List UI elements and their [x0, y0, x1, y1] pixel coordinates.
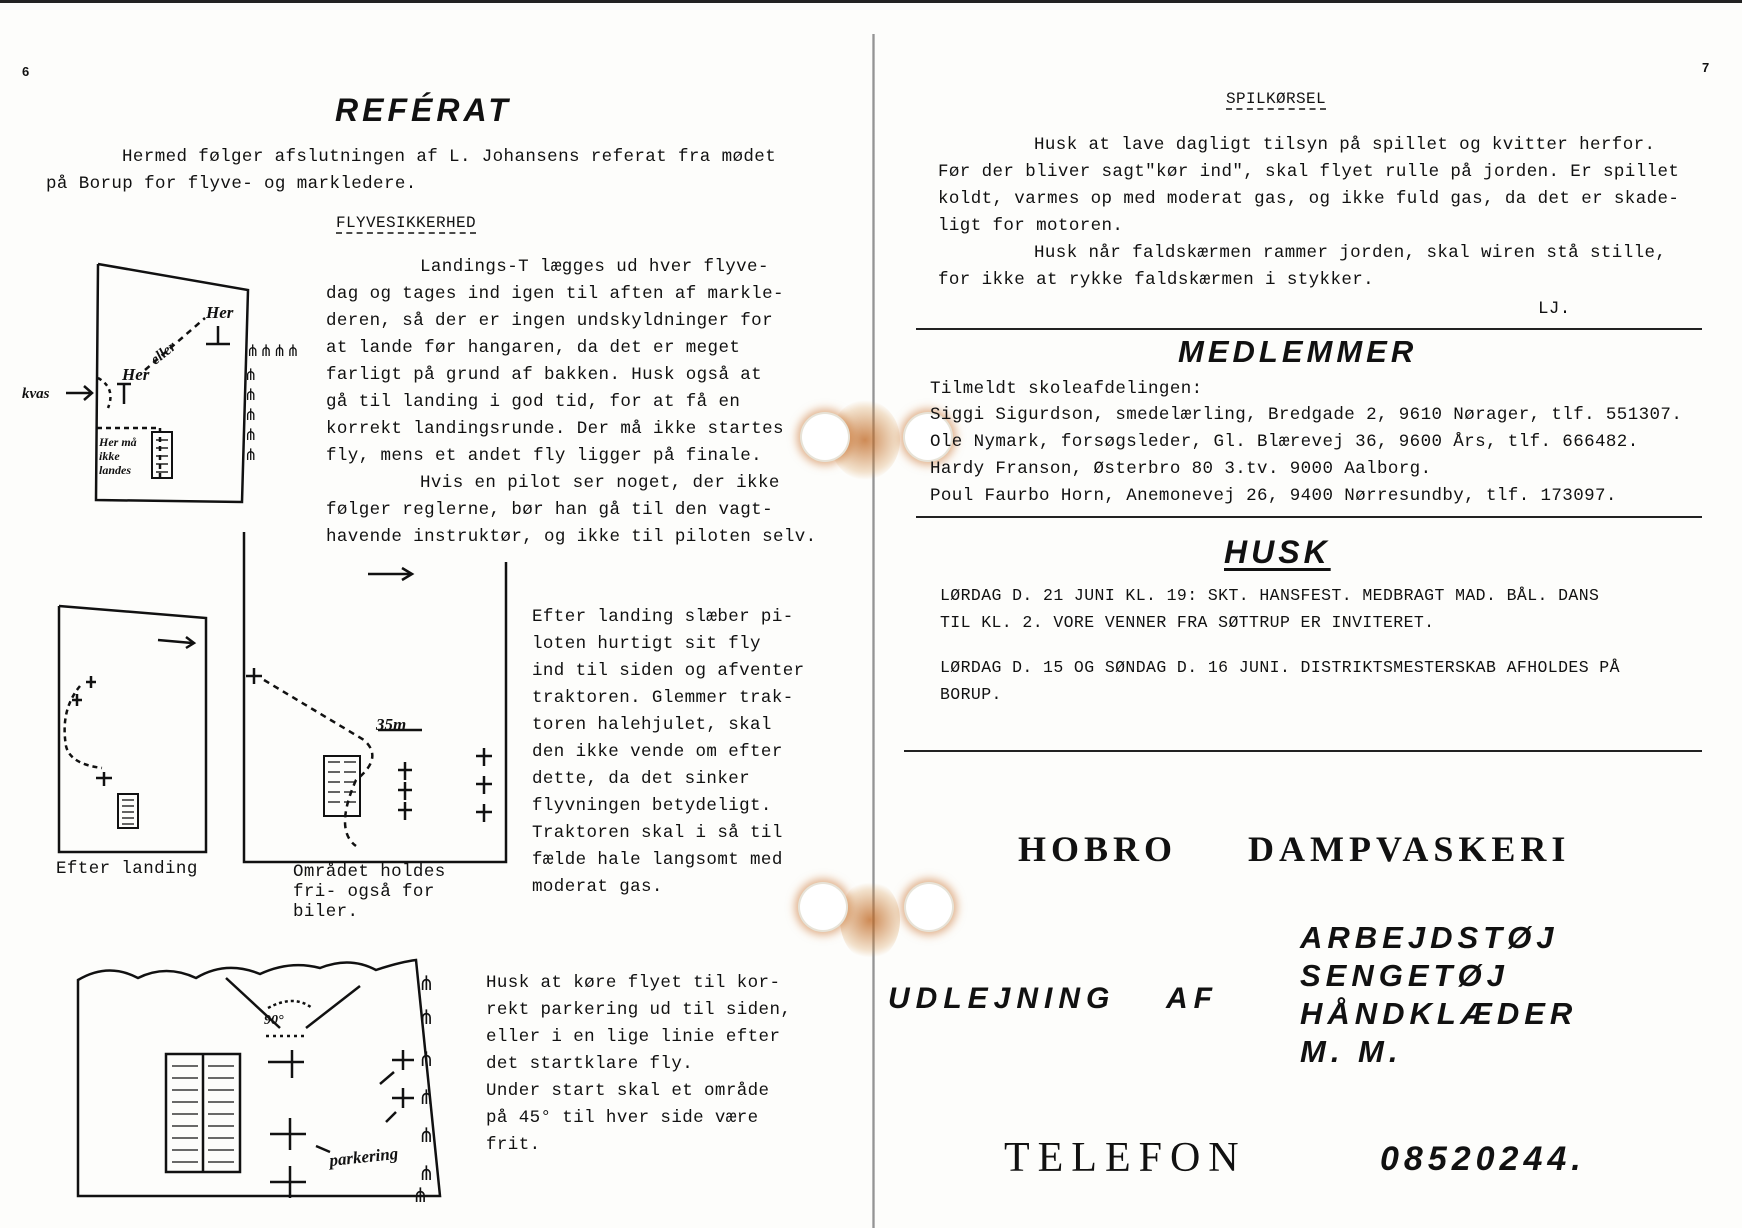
para1-line: deren, så der er ingen undskyldninger for: [326, 311, 773, 331]
svg-text:⋔: ⋔: [412, 1183, 429, 1207]
label-90-degrees: 90°: [264, 1013, 284, 1028]
ad-telefon-label: TELEFON: [1004, 1135, 1247, 1181]
signature-lj: LJ.: [1538, 299, 1571, 319]
para1-line: dag og tages ind igen til aften af markle-: [326, 284, 784, 304]
svg-text:⋔: ⋔: [244, 385, 258, 404]
para1-line: Landings-T lægges ud hver flyve-: [420, 257, 769, 277]
svg-text:⋔: ⋔: [244, 425, 258, 444]
ad-item: SENGETØJ: [1300, 958, 1509, 993]
para1-line: fly, mens et andet fly ligger på finale.: [326, 446, 763, 466]
spil-line: Husk når faldskærmen rammer jorden, skal wiren stå stille,: [1034, 243, 1667, 263]
para2-line: Efter landing slæber pi-: [532, 607, 794, 627]
ad-company-word1: HOBRO: [1018, 829, 1178, 869]
para3-line: på 45° til hver side være: [486, 1108, 759, 1128]
punch-hole: [800, 884, 846, 930]
para3-line: Under start skal et område: [486, 1081, 770, 1101]
husk-item-line: LØRDAG D. 21 JUNI KL. 19: SKT. HANSFEST. MEDBRAGT MAD. BÅL. DANS: [940, 586, 1600, 605]
ad-udlejning: UDLEJNING: [888, 982, 1116, 1015]
parking-diagram: [0, 0, 470, 1228]
page-number-left: 6: [22, 64, 30, 79]
caption-after-landing: Efter landing: [56, 859, 198, 879]
label-35m: 35m: [376, 715, 407, 734]
ad-item: HÅNDKLÆDER: [1300, 996, 1578, 1031]
para3-line: det startklare fly.: [486, 1054, 694, 1074]
para1-line: farligt på grund af bakken. Husk også at: [326, 365, 763, 385]
ad-item: M. M.: [1300, 1034, 1403, 1069]
spil-line: for ikke at rykke faldskærmen i stykker.: [938, 270, 1375, 290]
svg-text:⋔: ⋔: [418, 1123, 435, 1147]
label-kvas: kvas: [22, 386, 50, 402]
caption-area-3: biler.: [293, 902, 359, 922]
svg-text:⋔: ⋔: [418, 971, 435, 995]
ad-item: ARBEJDSTØJ: [1300, 920, 1559, 955]
divider: [904, 750, 1702, 752]
intro-line-1: Hermed følger afslutningen af L. Johansens referat fra mødet: [122, 147, 777, 167]
center-fold: [872, 34, 875, 1228]
punch-hole: [906, 884, 952, 930]
section-heading-spilkorsel: SPILKØRSEL: [1226, 90, 1327, 108]
husk-title: HUSK: [1224, 534, 1331, 570]
svg-text:⋔: ⋔: [418, 1047, 435, 1071]
label-her-top: Her: [206, 303, 234, 322]
svg-text:⋔: ⋔: [418, 1161, 435, 1185]
husk-item-line: LØRDAG D. 15 OG SØNDAG D. 16 JUNI. DISTRIKTSMESTERSKAB AFHOLDES PÅ: [940, 658, 1620, 677]
svg-text:⋔: ⋔: [244, 445, 258, 464]
page-number-right: 7: [1702, 60, 1710, 75]
para3-line: frit.: [486, 1135, 541, 1155]
para1-line: følger reglerne, bør han gå til den vagt-: [326, 500, 773, 520]
para2-line: toren halehjulet, skal: [532, 715, 772, 735]
divider: [916, 516, 1702, 518]
para1-line: at lande før hangaren, da det er meget: [326, 338, 741, 358]
label-parkering: parkering: [328, 1143, 400, 1170]
member-row: Ole Nymark, forsøgsleder, Gl. Blærevej 36, 9600 Års, tlf. 666482.: [930, 432, 1639, 452]
para2-line: flyvningen betydeligt.: [532, 796, 772, 816]
svg-text:⋔: ⋔: [418, 1085, 435, 1109]
svg-text:⋔: ⋔: [418, 1005, 435, 1029]
para2-line: Traktoren skal i så til: [532, 823, 783, 843]
member-row: Hardy Franson, Østerbro 80 3.tv. 9000 Aalborg.: [930, 459, 1432, 479]
intro-line-2: på Borup for flyve- og markledere.: [46, 174, 417, 194]
para2-line: dette, da det sinker: [532, 769, 751, 789]
label-eller: eller: [147, 338, 180, 369]
para1-line: gå til landing i god tid, for at få en: [326, 392, 741, 412]
ad-af: AF: [1166, 982, 1218, 1015]
spil-line: Før der bliver sagt"kør ind", skal flyet rulle på jorden. Er spillet: [938, 162, 1680, 182]
divider: [916, 328, 1702, 330]
para1-line: havende instruktør, og ikke til piloten selv.: [326, 527, 817, 547]
para2-line: den ikke vende om efter: [532, 742, 783, 762]
caption-area-1: Området holdes: [293, 862, 446, 882]
svg-text:⋔: ⋔: [244, 365, 258, 384]
label-her-left: Her: [122, 365, 150, 384]
spil-line: koldt, varmes op med moderat gas, og ikke fuld gas, da det er skade-: [938, 189, 1680, 209]
ad-company-word2: DAMPVASKERI: [1248, 829, 1571, 869]
members-title: MEDLEMMER: [1178, 334, 1418, 369]
husk-item-line: BORUP.: [940, 685, 1002, 704]
para2-line: loten hurtigt sit fly: [532, 634, 761, 654]
label-no-land-2: ikke: [99, 449, 120, 463]
rust-stain: [840, 880, 900, 960]
para3-line: rekt parkering ud til siden,: [486, 1000, 792, 1020]
spil-line: ligt for motoren.: [938, 216, 1124, 236]
para2-line: moderat gas.: [532, 877, 663, 897]
member-row: Siggi Sigurdson, smedelærling, Bredgade 2, 9610 Nørager, tlf. 551307.: [930, 405, 1683, 425]
para2-line: ind til siden og afventer: [532, 661, 805, 681]
para1-line: korrekt landingsrunde. Der må ikke startes: [326, 419, 784, 439]
svg-text:⋔⋔⋔⋔: ⋔⋔⋔⋔: [246, 341, 300, 360]
member-row: Poul Faurbo Horn, Anemonevej 26, 9400 Nørresundby, tlf. 173097.: [930, 486, 1617, 506]
tree-icons: [412, 971, 435, 1207]
para2-line: fælde hale langsomt med: [532, 850, 783, 870]
para2-line: traktoren. Glemmer trak-: [532, 688, 794, 708]
para3-line: Husk at køre flyet til kor-: [486, 973, 781, 993]
caption-area-2: fri- også for: [293, 882, 435, 902]
spil-line: Husk at lave dagligt tilsyn på spillet og kvitter herfor.: [1034, 135, 1656, 155]
members-intro: Tilmeldt skoleafdelingen:: [930, 379, 1203, 399]
page-title: REFÉRAT: [335, 92, 512, 128]
para1-line: Hvis en pilot ser noget, der ikke: [420, 473, 780, 493]
label-no-land-1: Her må: [99, 435, 137, 449]
section-heading-flyvesikkerhed: FLYVESIKKERHED: [336, 214, 477, 232]
svg-text:⋔: ⋔: [244, 405, 258, 424]
label-no-land-3: landes: [99, 463, 132, 477]
ad-telefon-number: 08520244.: [1380, 1140, 1586, 1178]
punch-hole: [802, 414, 848, 460]
para3-line: eller i en lige linie efter: [486, 1027, 781, 1047]
husk-item-line: TIL KL. 2. VORE VENNER FRA SØTTRUP ER INVITERET.: [940, 613, 1435, 632]
